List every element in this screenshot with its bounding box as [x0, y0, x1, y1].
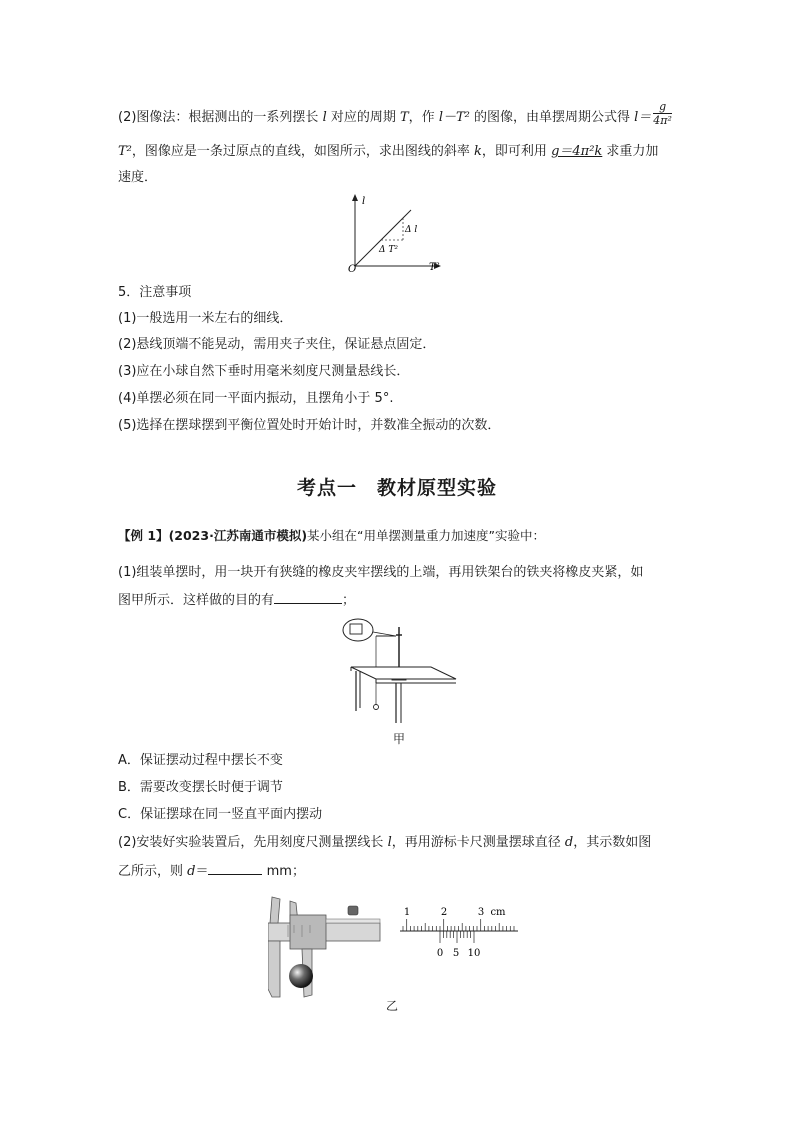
pendulum-bob — [374, 705, 379, 710]
l-T2-graph — [345, 192, 445, 276]
note-item: (3)应在小球自然下垂时用毫米刻度尺测量悬线长． — [118, 364, 410, 379]
origin-label: O — [348, 264, 357, 275]
method2-text: 求重力加 — [602, 144, 659, 159]
note-item: (5)选择在摆球摆到平衡位置处时开始计时，并数准全振动的次数． — [118, 418, 501, 433]
option-a: A．保证摆动过程中摆长不变 — [118, 753, 283, 768]
main-scale-label: 1 — [403, 907, 411, 918]
q2-text: 乙所示，则 — [118, 864, 188, 879]
figure-caption-jia: 甲 — [393, 732, 406, 746]
method2-text: 的图像，由单摆周期公式得 — [469, 110, 635, 125]
var-k: k — [474, 144, 482, 159]
var-d: d — [564, 835, 574, 850]
delta-T2-label: Δ T² — [379, 245, 398, 255]
q2-unit: mm； — [262, 864, 305, 879]
vernier-label: 0 — [436, 948, 444, 959]
main-scale-unit: cm — [490, 907, 506, 918]
fraction-numerator: g — [653, 100, 672, 114]
note-item: (4)单摆必须在同一平面内振动，且摆角小于 5°. — [118, 391, 394, 406]
lock-screw — [348, 906, 358, 915]
x-axis-label: T² — [429, 262, 440, 273]
fraction-g-over-4pi2 — [653, 100, 672, 127]
y-axis-arrow — [352, 194, 358, 201]
q1-line1: (1)组装单摆时，用一块开有狭缝的橡皮夹牢摆线的上端，再用铁架台的铁夹将橡皮夹紧，如 — [118, 565, 644, 580]
method2-line1 — [118, 100, 674, 131]
q2-line1 — [118, 835, 651, 851]
vernier-caliper-figure — [268, 893, 390, 1001]
vernier-scale-readout — [398, 900, 524, 962]
q1-line2 — [118, 591, 355, 609]
pendulum-ball — [289, 964, 313, 988]
example-tag: 【例 1】 — [118, 528, 169, 543]
main-scale — [400, 919, 518, 931]
notes-heading: 5．注意事项 — [118, 285, 192, 300]
main-scale-label: 2 — [440, 907, 448, 918]
method2-text: 对应的周期 — [326, 110, 400, 125]
q2-answer-blank[interactable] — [208, 862, 262, 875]
fraction-denominator: 4π² — [653, 114, 672, 127]
upper-fixed-jaw — [270, 897, 280, 923]
table-top — [351, 667, 456, 679]
q2-text: ＝ — [195, 864, 209, 879]
method2-text: ，图像应是一条过原点的直线，如图所示，求出图线的斜率 — [131, 144, 475, 159]
method2-text: (2)图像法：根据测出的一系列摆长 — [118, 110, 323, 125]
pendulum-apparatus-figure — [336, 615, 460, 730]
var-l: l — [387, 835, 392, 850]
var-T2: T² — [118, 144, 132, 159]
formula-g-underlined: g＝4π²k — [551, 144, 603, 159]
lower-fixed-jaw — [268, 941, 280, 997]
var-d: d — [187, 864, 196, 879]
example-source: (2023·江苏南通市模拟) — [168, 528, 308, 543]
option-c: C．保证摆球在同一竖直平面内摆动 — [118, 807, 323, 822]
q2-line2 — [118, 862, 305, 880]
depth-rod — [326, 919, 380, 923]
section-title: 考点一 教材原型实验 — [296, 477, 497, 499]
example-intro: 某小组在“用单摆测量重力加速度”实验中： — [307, 528, 545, 543]
callout-pointer — [373, 632, 396, 636]
method2-text: ，作 — [408, 110, 439, 125]
vernier-scale — [440, 931, 474, 943]
method2-line2 — [118, 144, 658, 160]
q1-text: 图甲所示．这样做的目的有 — [118, 593, 275, 608]
vernier-label: 5 — [452, 948, 460, 959]
method2-text: ，即可利用 — [481, 144, 552, 159]
q2-text: (2)安装好实验装置后，先用刻度尺测量摆线长 — [118, 835, 388, 850]
formula-l-T2: l－T² — [438, 110, 470, 125]
vernier-label: 10 — [467, 948, 481, 959]
main-scale-label: 3 — [477, 907, 485, 918]
method2-line3: 速度． — [118, 170, 158, 185]
q2-text: ，再用游标卡尺测量摆球直径 — [391, 835, 565, 850]
note-item: (1)一般选用一米左右的细线． — [118, 311, 293, 326]
y-axis-label: l — [362, 196, 366, 207]
figure-caption-yi: 乙 — [386, 999, 399, 1013]
option-b: B．需要改变摆长时便于调节 — [118, 780, 283, 795]
var-T: T — [400, 110, 409, 125]
delta-l-label: Δ l — [405, 225, 418, 235]
q1-answer-blank[interactable] — [274, 591, 342, 604]
example-header — [118, 528, 545, 544]
rubber-clamp — [350, 624, 362, 634]
q1-text-end: ； — [342, 593, 356, 608]
note-item: (2)悬线顶端不能晃动，需用夹子夹住，保证悬点固定． — [118, 337, 436, 352]
q2-text: ，其示数如图 — [573, 835, 652, 850]
var-l: l — [322, 110, 327, 125]
vernier-slider — [290, 915, 326, 949]
formula-l-eq: l＝ — [634, 110, 652, 125]
